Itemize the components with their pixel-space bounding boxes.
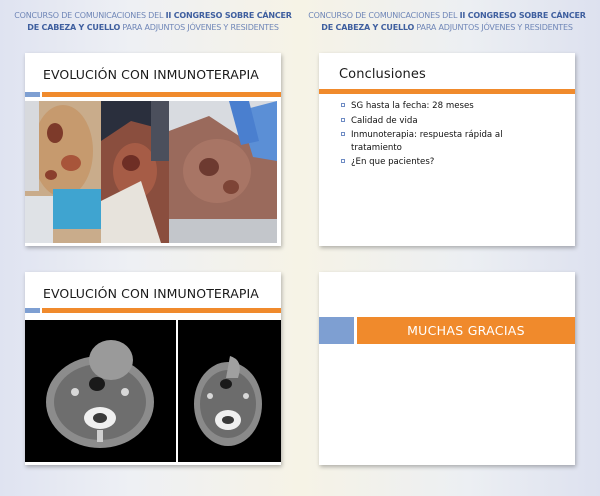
square-bullet-icon <box>341 159 345 163</box>
clinical-photo-2 <box>101 101 169 243</box>
ct-scan-before <box>25 320 176 462</box>
square-bullet-icon <box>341 132 345 136</box>
ct-scan-after <box>178 320 281 462</box>
thank-you-text: MUCHAS GRACIAS <box>407 323 525 338</box>
accent-bar-orange <box>42 92 281 97</box>
slide-title: EVOLUCIÓN CON INMUNOTERAPIA <box>43 286 259 301</box>
accent-bar-blue <box>25 308 40 313</box>
slide-title: EVOLUCIÓN CON INMUNOTERAPIA <box>43 67 259 82</box>
accent-bar-blue <box>25 92 40 97</box>
clinical-photo-1 <box>25 101 101 243</box>
list-item: Inmunoterapia: respuesta rápida al tratamiento <box>341 129 521 154</box>
conclusions-list <box>341 100 521 171</box>
congress-header-left: CONCURSO DE COMUNICACIONES DEL II CONGRESO SOBRE CÁNCER DE CABEZA Y CUELLO PARA ADJUNTOS JÓVENES Y RESIDENTES <box>14 11 292 32</box>
accent-block-blue <box>319 317 354 344</box>
thank-you-banner <box>357 317 575 344</box>
slide-conclusions[interactable] <box>319 53 575 246</box>
square-bullet-icon <box>341 103 345 107</box>
congress-header-right: CONCURSO DE COMUNICACIONES DEL II CONGRESO SOBRE CÁNCER DE CABEZA Y CUELLO PARA ADJUNTOS JÓVENES Y RESIDENTES <box>308 11 586 32</box>
slide-evolution-ct[interactable] <box>25 272 281 465</box>
clinical-photo-strip <box>25 101 277 243</box>
square-bullet-icon <box>341 118 345 122</box>
clinical-photo-3 <box>169 101 277 243</box>
list-item: ¿En que pacientes? <box>341 156 521 169</box>
slide-evolution-photos[interactable] <box>25 53 281 246</box>
list-item: SG hasta la fecha: 28 meses <box>341 100 521 113</box>
list-item: Calidad de vida <box>341 115 521 128</box>
accent-bar-orange <box>42 308 281 313</box>
accent-bar-orange <box>319 89 575 94</box>
slide-title: Conclusiones <box>339 67 426 82</box>
slide-thank-you[interactable] <box>319 272 575 465</box>
